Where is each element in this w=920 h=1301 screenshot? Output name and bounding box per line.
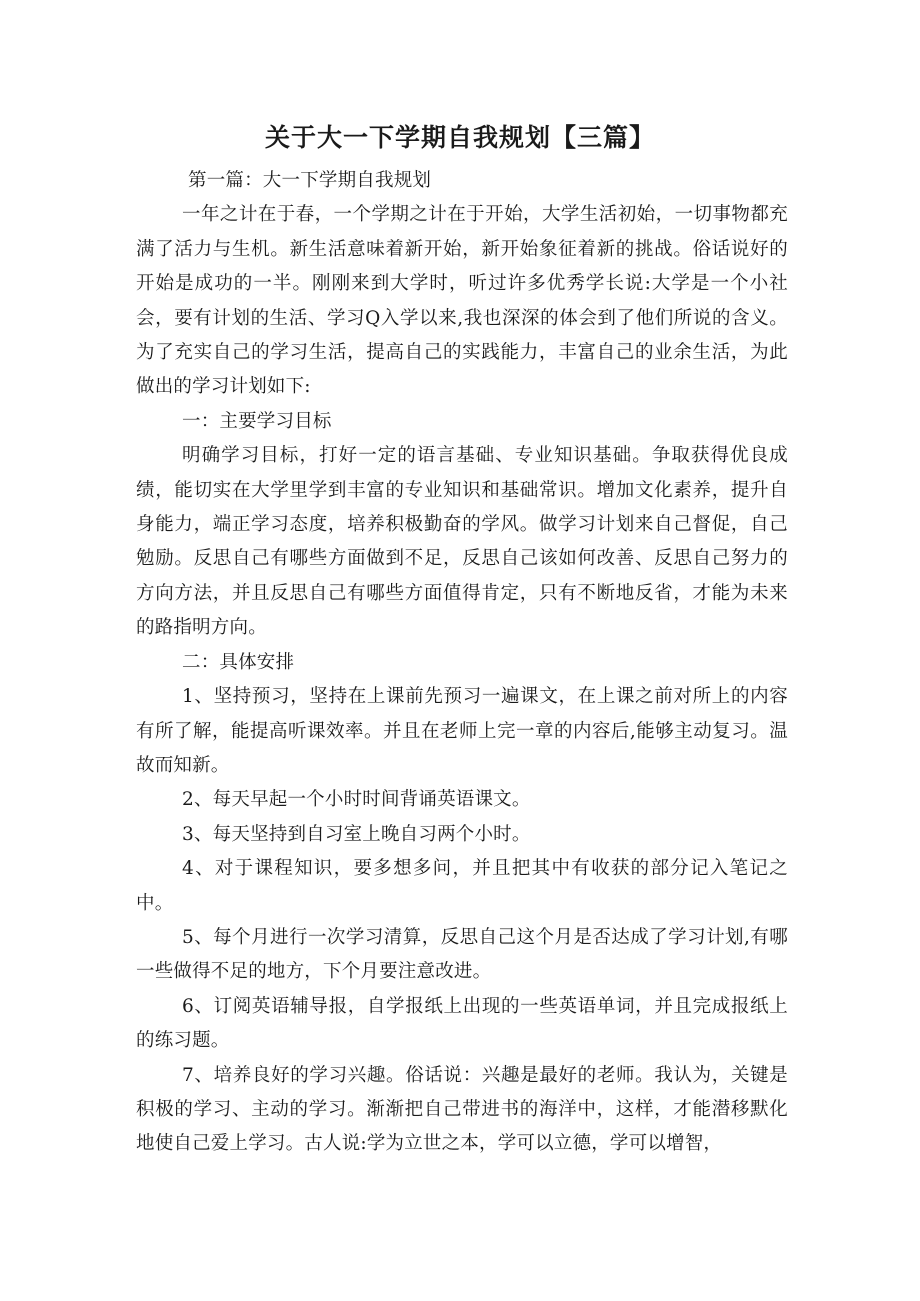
list-item: 6、订阅英语辅导报，自学报纸上出现的一些英语单词，并且完成报纸上的练习题。 bbox=[136, 995, 788, 1052]
list-item: 7、培养良好的学习兴趣。俗话说：兴趣是最好的老师。我认为，关键是积极的学习、主动的学习。渐渐把自己带进书的海洋中，这样，才能潜移默化地使自己爱上学习。古人说:学为立世之本，学可以立德，学可以增智， bbox=[136, 1064, 788, 1155]
list-item: 5、每个月进行一次学习清算，反思自己这个月是否达成了学习计划,有哪一些做得不足的地方，下个月要注意改进。 bbox=[136, 926, 788, 983]
list-item: 1、坚持预习，坚持在上课前先预习一遍课文，在上课之前对所上的内容有所了解，能提高听课效率。并且在老师上完一章的内容后,能够主动复习。温故而知新。 bbox=[136, 686, 788, 776]
intro-paragraph: 一年之计在于春，一个学期之计在于开始，大学生活初始，一切事物都充满了活力与生机。新生活意味着新开始，新开始象征着新的挑战。俗话说好的开始是成功的一半。刚刚来到大学时，听过许多优秀学长说:大学是一个小社会，要有计划的生活、学习Q入学以来,我也深深的体会到了他们所说的含义。为了充实自己的学习生活，提高自己的实践能力，丰富自己的业余生活，为此做出的学习计划如下: bbox=[136, 204, 788, 398]
section-heading-part-one: 第一篇：大一下学期自我规划 bbox=[188, 170, 432, 191]
list-item: 2、每天早起一个小时时间背诵英语课文。 bbox=[182, 789, 531, 811]
document-title: 关于大一下学期自我规划【三篇】 bbox=[264, 123, 655, 152]
section-heading-goals: 一：主要学习目标 bbox=[182, 410, 332, 432]
goals-paragraph: 明确学习目标，打好一定的语言基础、专业知识基础。争取获得优良成绩，能切实在大学里学到丰富的专业知识和基础常识。增加文化素养，提升自身能力，端正学习态度，培养积极勤奋的学风。做学习计划来自己督促，自己勉励。反思自己有哪些方面做到不足，反思自己该如何改善、反思自己努力的方向方法，并且反思自己有哪些方面值得肯定，只有不断地反省，才能为未来的路指明方向。 bbox=[136, 445, 788, 639]
section-heading-arrangement: 二：具体安排 bbox=[182, 651, 295, 673]
list-item: 4、对于课程知识，要多想多问，并且把其中有收获的部分记入笔记之中。 bbox=[136, 858, 788, 914]
document-body bbox=[136, 164, 788, 1162]
list-item: 3、每天坚持到自习室上晚自习两个小时。 bbox=[182, 823, 531, 845]
